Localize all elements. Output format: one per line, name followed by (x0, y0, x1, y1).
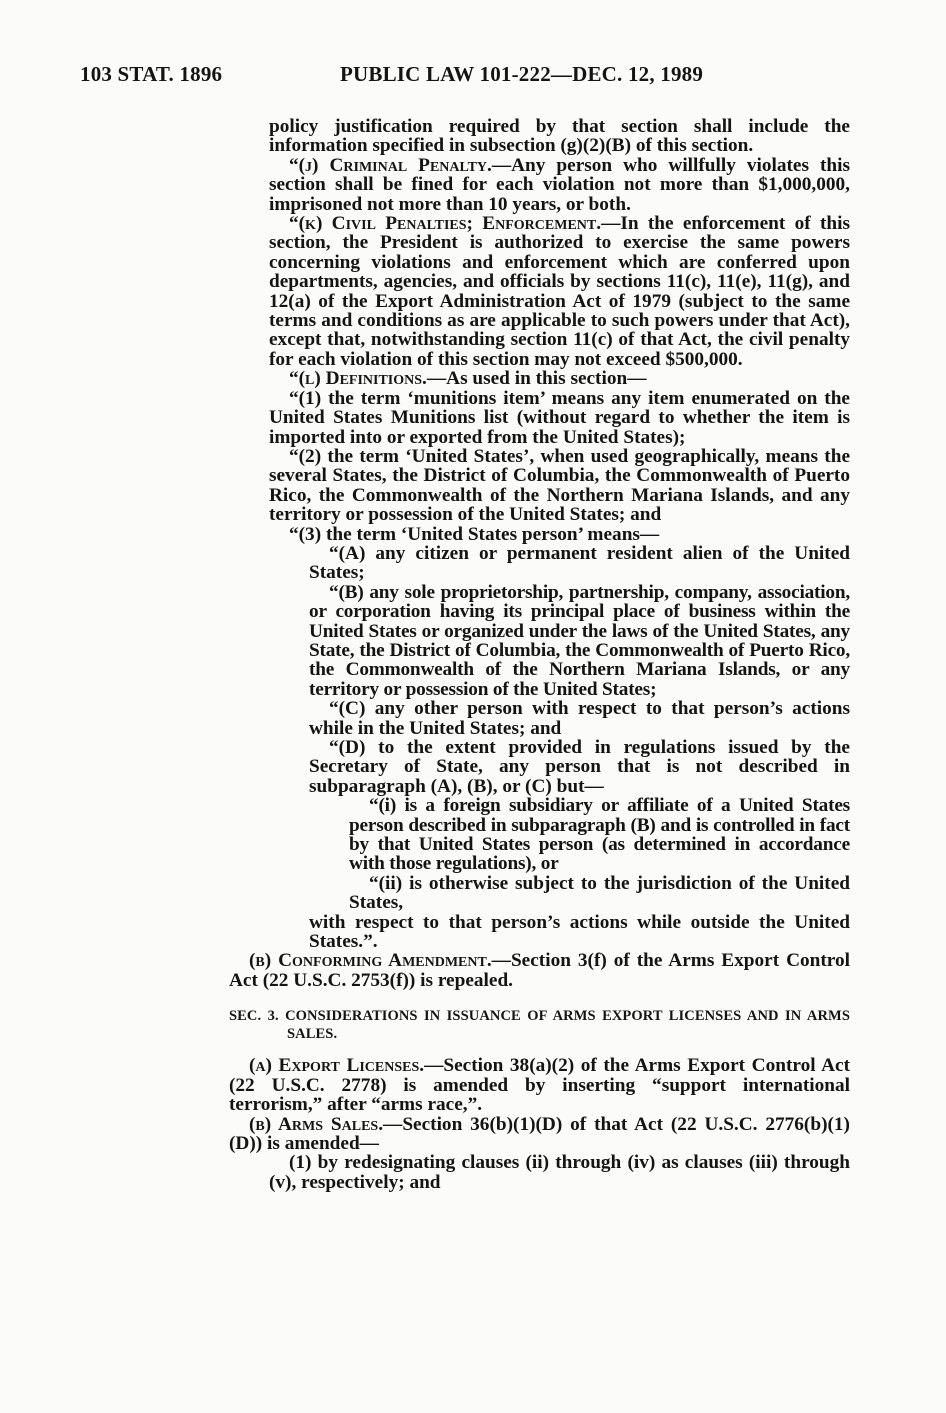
subsection-j (229, 156, 850, 214)
clause-i: “(i) is a foreign subsidiary or affiliate of a United States person described in subparagraph (B) and is controlled in fact by that United States person (as determined in accordance with those regulations), or (349, 795, 850, 875)
section-3-a-text: —Section 38(a)(2) of the Arms Export Control Act (22 U.S.C. 2778) is amended by inserting “support international terrorism,” after “arms race,”. (229, 1055, 850, 1116)
section-3-b-heading: (b) Arms Sales. (249, 1113, 384, 1135)
subsection-l-heading: “(l) Definitions. (289, 368, 427, 390)
section-3-subsection-a (229, 1056, 850, 1114)
section-3-b-text: —Section 36(b)(1)(D) of that Act (22 U.S.C. 2776(b)(1)(D)) is amended— (229, 1113, 850, 1154)
subparagraph-c: “(C) any other person with respect to that person’s actions while in the United States; and (309, 698, 850, 739)
continued-paragraph: policy justification required by that section shall include the information specified in subsection (g)(2)(B) of this section. (269, 116, 850, 157)
subparagraph-a: “(A) any citizen or permanent resident alien of the United States; (309, 542, 850, 584)
definition-3: “(3) the term ‘United States person’ means— (289, 523, 660, 545)
section-3-heading: SEC. 3. CONSIDERATIONS IN ISSUANCE OF ARMS EXPORT LICENSES AND IN ARMS SALES. (229, 1008, 850, 1043)
subsection-l (229, 369, 850, 388)
clause-ii: “(ii) is otherwise subject to the jurisdiction of the United States, (349, 872, 850, 914)
subparagraph-d: “(D) to the extent provided in regulations issued by the Secretary of State, any person that is not described in subparagraph (A), (B), or (C) but— (309, 737, 850, 797)
subsection-b-conforming (229, 951, 850, 990)
subsection-l-text: —As used in this section— (426, 368, 647, 390)
page-header (80, 62, 850, 102)
section-3-a-heading: (a) Export Licenses. (249, 1055, 425, 1077)
subsection-b-heading: (b) Conforming Amendment. (249, 950, 492, 972)
closing-flush-text: with respect to that person’s actions while outside the United States.”. (309, 911, 850, 953)
statute-text (229, 117, 850, 1192)
definition-2: “(2) the term ‘United States’, when used geographically, means the several States, the District of Columbia, the Commonwealth of Puerto Rico, the Commonwealth of the Northern Mariana Islands, and any territory or possession of the United States; and (269, 445, 850, 526)
subsection-k-heading: “(k) Civil Penalties; Enforcement. (289, 213, 602, 235)
definition-1: “(1) the term ‘munitions item’ means any item enumerated on the United States Munitions list (without regard to whether the item is imported into or exported from the United States); (269, 387, 850, 448)
section-3-subsection-b (229, 1115, 850, 1154)
subsection-k (229, 214, 850, 369)
section-3-b-paragraph-1: (1) by redesignating clauses (ii) through (iv) as clauses (iii) through (v), respectively; and (269, 1152, 850, 1193)
statute-page-number: 103 STAT. 1896 (80, 62, 223, 86)
subsection-j-text: —Any person who willfully violates this section shall be fined for each violation not more than $1,000,000, imprisoned not more than 10 years, or both. (269, 154, 850, 215)
subsection-j-heading: “(j) Criminal Penalty. (289, 154, 492, 176)
subsection-k-text: —In the enforcement of this section, the President is authorized to exercise the same powers concerning violations and enforcement which are conferred upon departments, agencies, and officials by sections 11(c), 11(e), 11(g), and 12(a) of the Export Administration Act of 1979 (subject to the same terms and conditions as are applicable to such powers under that Act), except that, notwithstanding section 11(c) of that Act, the civil penalty for each violation of this section may not exceed $500,000. (269, 213, 850, 370)
subsection-b-text: —Section 3(f) of the Arms Export Control Act (22 U.S.C. 2753(f)) is repealed. (229, 950, 851, 991)
subparagraph-b: “(B) any sole proprietorship, partnership, company, association, or corporation having its principal place of business within the United States or organized under the laws of the United States, any State, the District of Columbia, the Commonwealth of Puerto Rico, the Commonwealth of the Northern Mariana Islands, or any territory or possession of the United States; (309, 581, 850, 700)
running-head-public-law: PUBLIC LAW 101-222—DEC. 12, 1989 (340, 62, 704, 86)
